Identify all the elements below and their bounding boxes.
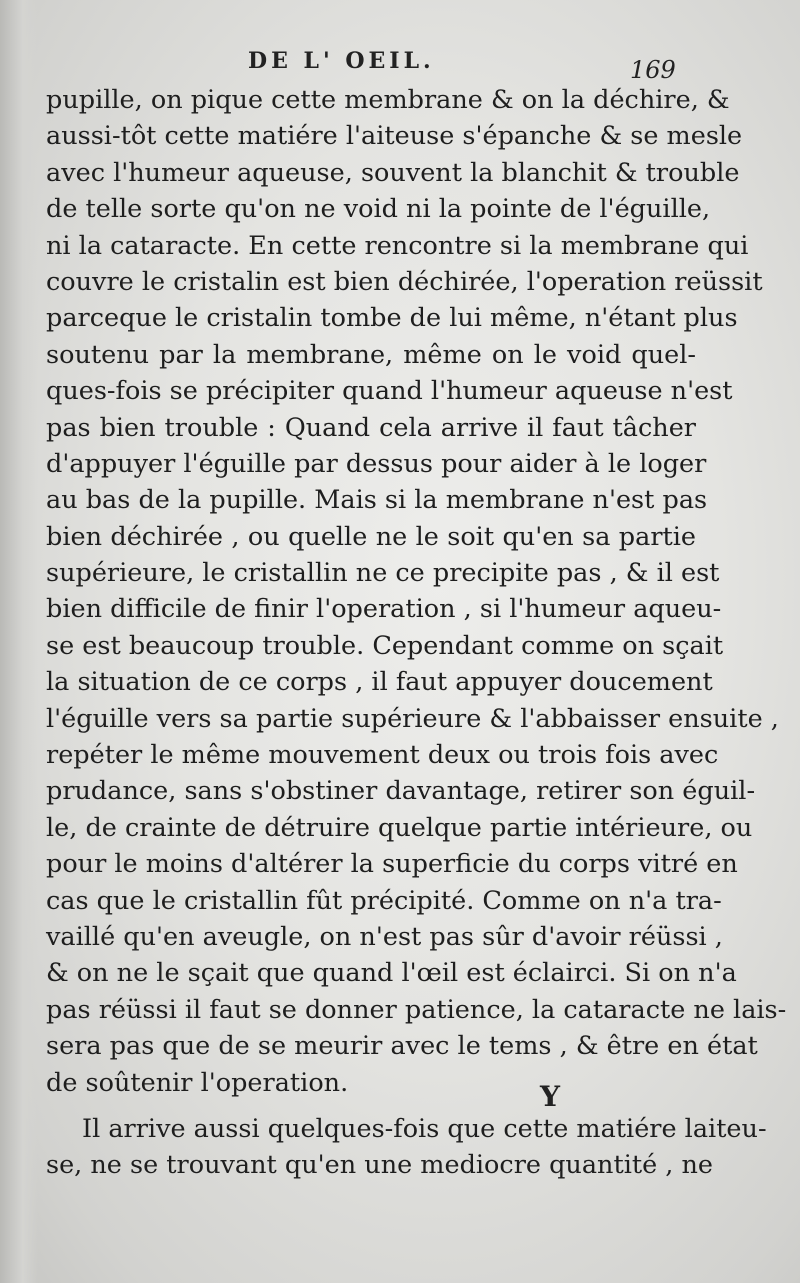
text-line: le, de crainte de détruire quelque partie intérieure, ou	[46, 812, 753, 843]
text-line: l'éguille vers sa partie supérieure & l'abbaisser ensuite ,	[46, 703, 779, 734]
text-line: aussi-tôt cette matiére l'aiteuse s'épanche & se mesle	[46, 121, 743, 152]
text-line: couvre le cristalin est bien déchirée, l'operation reüssit	[46, 266, 763, 297]
text-line: se est beaucoup trouble. Cependant comme on sçait	[46, 630, 724, 661]
text-line: soutenu par la membrane, même on le void quel-	[46, 339, 696, 370]
text-line: pas réüssi il faut se donner patience, la cataracte ne lais-	[46, 994, 787, 1025]
text-line: pupille, on pique cette membrane & on la déchire, &	[46, 85, 730, 115]
text-line: bien déchirée , ou quelle ne le soit qu'en sa partie	[46, 521, 696, 552]
text-line: sera pas que de se meurir avec le tems , & être en état	[46, 1031, 758, 1062]
gutter-shadow	[0, 0, 38, 1283]
paragraph-2	[46, 1111, 767, 1184]
text-line: pas bien trouble : Quand cela arrive il faut tâcher	[46, 412, 696, 443]
text-line: se, ne se trouvant qu'en une mediocre quantité , ne	[46, 1150, 714, 1181]
text-line: repéter le même mouvement deux ou trois fois avec	[46, 740, 719, 771]
text-line: d'appuyer l'éguille par dessus pour aider à le loger	[46, 448, 707, 479]
page-number: 169	[630, 56, 676, 84]
text-line: de soûtenir l'operation.	[46, 1067, 349, 1098]
signature-mark: Y	[540, 1080, 560, 1113]
text-line: ques-fois se précipiter quand l'humeur aqueuse n'est	[46, 376, 733, 407]
text-line: au bas de la pupille. Mais si la membrane n'est pas	[46, 485, 708, 516]
text-line: ni la cataracte. En cette rencontre si la membrane qui	[46, 230, 749, 261]
text-line: pour le moins d'altérer la superficie du corps vitré en	[46, 849, 738, 880]
text-line: Il arrive aussi quelques-fois que cette matiére laiteu-	[82, 1113, 767, 1144]
text-line: de telle sorte qu'on ne void ni la pointe de l'éguille,	[46, 194, 711, 225]
text-line: avec l'humeur aqueuse, souvent la blanchit & trouble	[46, 157, 740, 188]
running-head: DE L' OEIL.	[248, 48, 435, 74]
text-line: la situation de ce corps , il faut appuyer doucement	[46, 667, 713, 698]
text-line: parceque le cristalin tombe de lui même, n'étant plus	[46, 303, 738, 334]
text-line: bien difficile de finir l'operation , si l'humeur aqueu-	[46, 594, 722, 625]
paragraph-gap	[46, 1101, 696, 1111]
paragraph-1	[46, 82, 787, 1101]
text-line: supérieure, le cristallin ne ce precipite pas , & il est	[46, 558, 720, 589]
text-line: cas que le cristallin fût précipité. Comme on n'a tra-	[46, 885, 722, 916]
body-text	[46, 82, 787, 1184]
text-line: & on ne le sçait que quand l'œil est éclairci. Si on n'a	[46, 958, 737, 989]
text-line: prudance, sans s'obstiner davantage, retirer son éguil-	[46, 776, 756, 807]
text-line: vaillé qu'en aveugle, on n'est pas sûr d'avoir réüssi ,	[46, 921, 723, 952]
